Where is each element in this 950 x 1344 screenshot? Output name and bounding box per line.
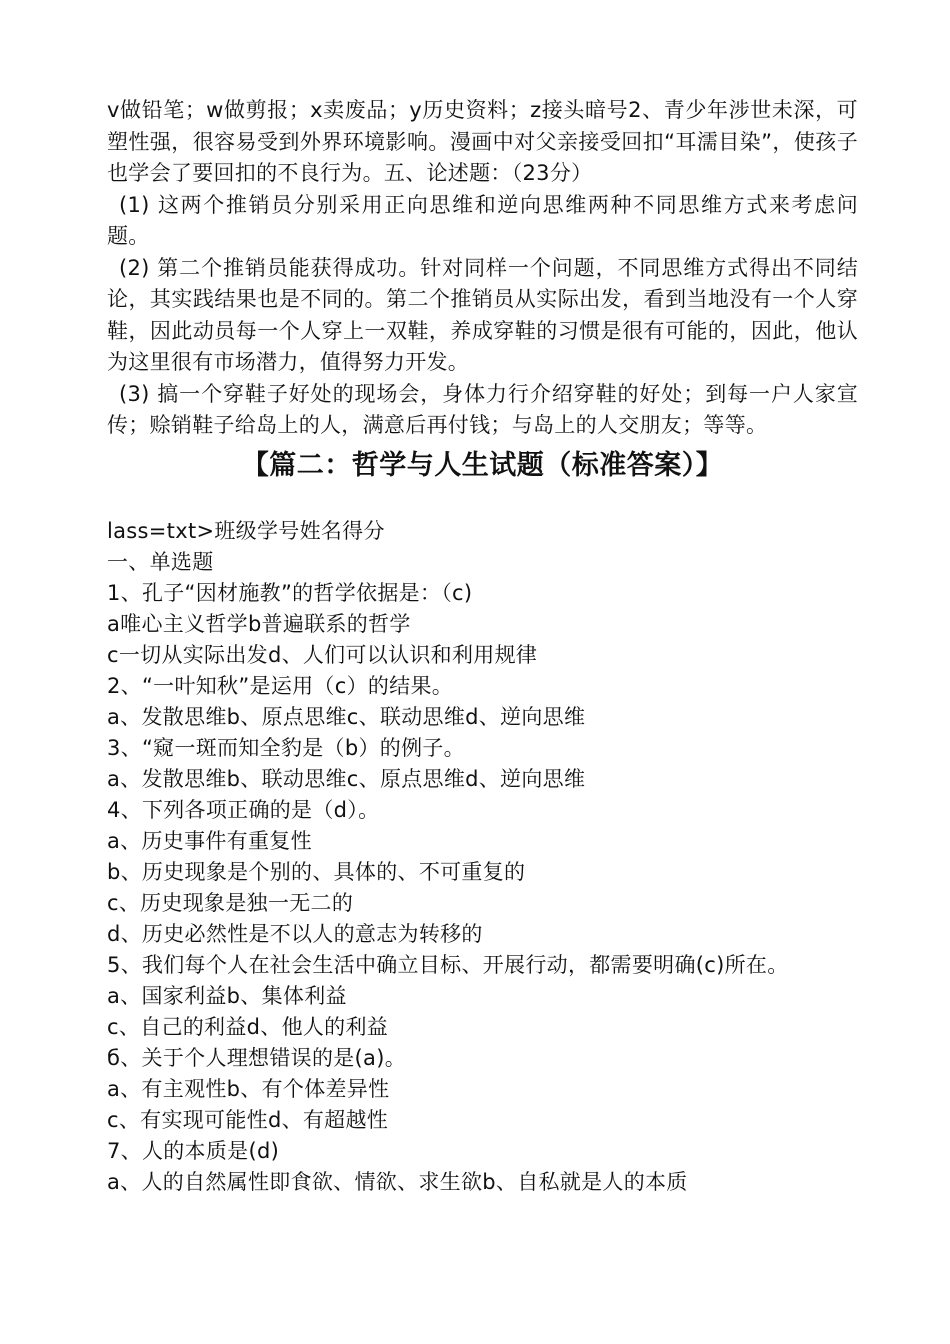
text-line: a、历史事件有重复性: [107, 828, 312, 853]
answer-paragraph-4: (3) 搞一个穿鞋子好处的现场会，身体力行介绍穿鞋的好处；到每一户人家宣传；赊销鞋子给岛上的人，满意后再付钱；与岛上的人交朋友；等等。: [107, 381, 858, 437]
section-heading: 【篇二：哲学与人生试题（标准答案）】: [241, 449, 724, 481]
text-line: a唯心主义哲学b普遍联系的哲学: [107, 611, 411, 636]
text-line: 1、孔子“因材施教”的哲学依据是：（c): [107, 580, 473, 605]
text-line: 5、我们每个人在社会生活中确立目标、开展行动，都需要明确(c)所在。: [107, 952, 789, 977]
answer-paragraph-1: v做铅笔；w做剪报；x卖废品；y历史资料；z接头暗号2、青少年涉世未深，可塑性强，很容易受到外界环境影响。漫画中对父亲接受回扣“耳濡目染”，使孩子也学会了要回扣的不良行为。五、论述题：（23分）: [107, 98, 858, 185]
text-line: a、国家利益b、集体利益: [107, 983, 347, 1008]
text-line: a、人的自然属性即食欲、情欲、求生欲b、自私就是人的本质: [107, 1169, 688, 1194]
answer-paragraph-2: (1) 这两个推销员分别采用正向思维和逆向思维两种不同思维方式来考虑问题。: [107, 192, 858, 248]
answer-section: [107, 95, 858, 442]
text-line: c一切从实际出发d、人们可以认识和利用规律: [107, 642, 538, 667]
text-line: a、有主观性b、有个体差异性: [107, 1076, 390, 1101]
text-line: 2、“一叶知秋”是运用（c）的结果。: [107, 673, 454, 698]
text-line: c、自己的利益d、他人的利益: [107, 1014, 389, 1039]
text-line: c、有实现可能性d、有超越性: [107, 1107, 389, 1132]
answer-paragraph-3: (2) 第二个推销员能获得成功。针对同样一个问题，不同思维方式得出不同结论，其实践结果也是不同的。第二个推销员从实际出发，看到当地没有一个人穿鞋，因此动员每一个人穿上一双鞋，养成穿鞋的习惯是很有可能的，因此，他认为这里很有市场潜力，值得努力开发。: [107, 255, 858, 374]
text-line: 4、下列各项正确的是（d）。: [107, 797, 380, 822]
text-line: 一、单选题: [107, 549, 214, 574]
text-line: lass=txt>班级学号姓名得分: [107, 518, 385, 543]
question-list: [107, 516, 858, 1198]
text-line: c、历史现象是独一无二的: [107, 890, 354, 915]
text-line: d、历史必然性是不以人的意志为转移的: [107, 921, 483, 946]
text-line: a、发散思维b、联动思维c、原点思维d、逆向思维: [107, 766, 586, 791]
text-line: б、关于个人理想错误的是(a)。: [107, 1045, 407, 1070]
text-line: 3、“窥一斑而知全豹是（b）的例子。: [107, 735, 465, 760]
text-line: 7、人的本质是(d): [107, 1138, 280, 1163]
text-line: a、发散思维b、原点思维c、联动思维d、逆向思维: [107, 704, 586, 729]
text-line: b、历史现象是个别的、具体的、不可重复的: [107, 859, 526, 884]
